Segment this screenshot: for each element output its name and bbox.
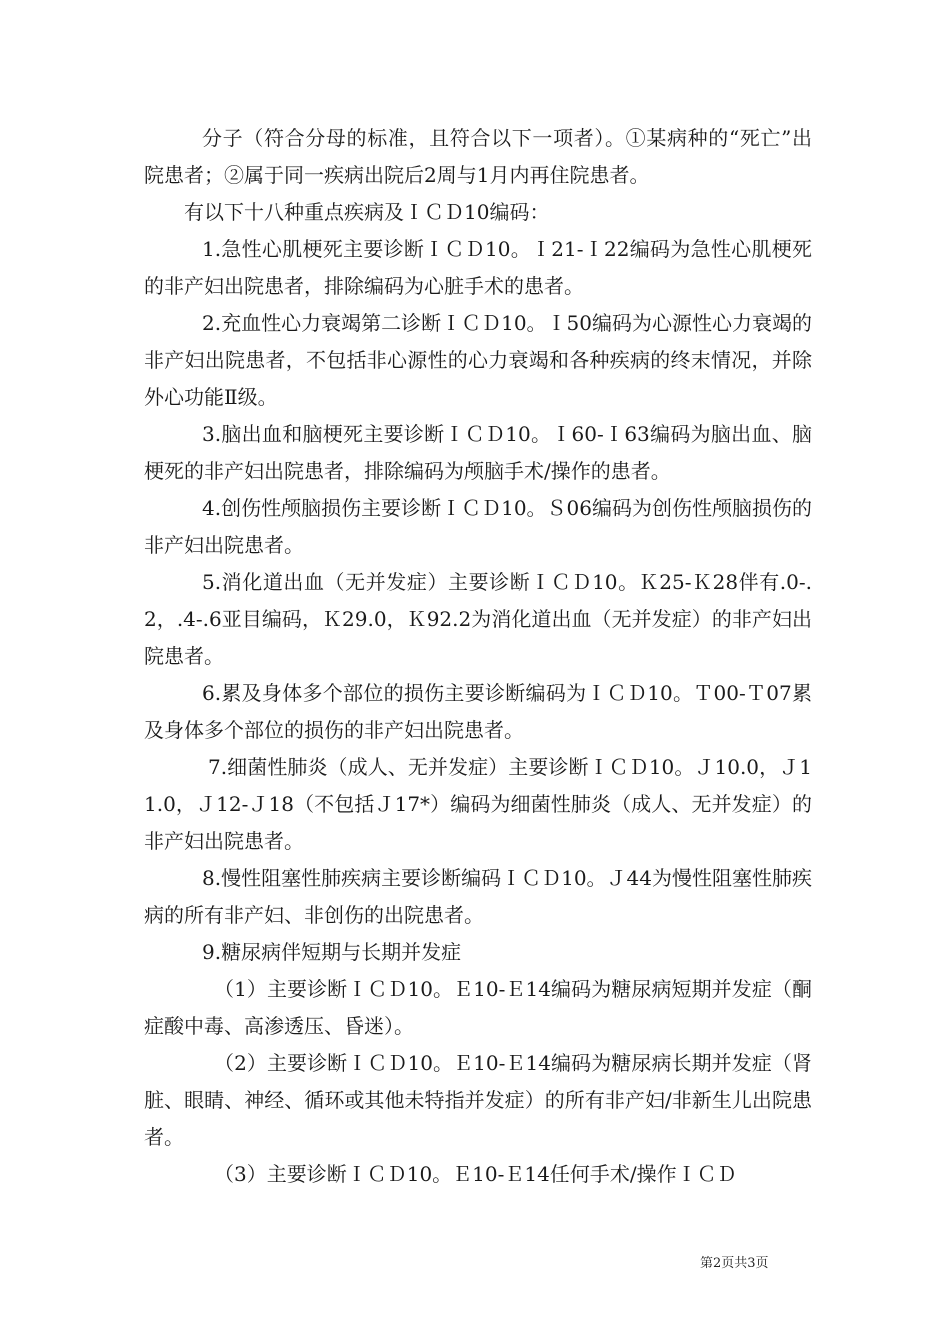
paragraph-intro: 有以下十八种重点疾病及ＩＣＤ10编码： <box>184 200 550 224</box>
paragraph-item-9-3: （3）主要诊断ＩＣＤ10。Ｅ10-Ｅ14任何手术/操作ＩＣＤ <box>214 1162 737 1186</box>
paragraph-item-9: 9.糖尿病伴短期与长期并发症 <box>202 940 462 964</box>
paragraph-item-5: 5.消化道出血（无并发症）主要诊断ＩＣＤ10。Ｋ25-Ｋ28伴有.0-.2，.4-.6亚目编码，Ｋ29.0，Ｋ92.2为消化道出血（无并发症）的非产妇出院患者。 <box>144 570 812 668</box>
page-number-footer: 第2页共3页 <box>700 1256 769 1271</box>
paragraph-item-1: 1.急性心肌梗死主要诊断ＩＣＤ10。Ｉ21-Ｉ22编码为急性心肌梗死的非产妇出院患者，排除编码为心脏手术的患者。 <box>144 237 812 298</box>
document-body <box>144 120 812 1193</box>
paragraph-numerator: 分子（符合分母的标准，且符合以下一项者）。①某病种的“死亡”出院患者；②属于同一疾病出院后2周与1月内再住院患者。 <box>144 126 812 187</box>
paragraph-item-8: 8.慢性阻塞性肺疾病主要诊断编码ＩＣＤ10。Ｊ44为慢性阻塞性肺疾病的所有非产妇、非创伤的出院患者。 <box>144 866 812 927</box>
paragraph-item-4: 4.创伤性颅脑损伤主要诊断ＩＣＤ10。Ｓ06编码为创伤性颅脑损伤的非产妇出院患者。 <box>144 496 812 557</box>
paragraph-item-3: 3.脑出血和脑梗死主要诊断ＩＣＤ10。Ｉ60-Ｉ63编码为脑出血、脑梗死的非产妇出院患者，排除编码为颅脑手术/操作的患者。 <box>144 422 812 483</box>
paragraph-item-7: 7.细菌性肺炎（成人、无并发症）主要诊断ＩＣＤ10。Ｊ10.0，Ｊ11.0，Ｊ12-Ｊ18（不包括Ｊ17*）编码为细菌性肺炎（成人、无并发症）的非产妇出院患者。 <box>144 755 812 853</box>
paragraph-item-9-2: （2）主要诊断ＩＣＤ10。Ｅ10-Ｅ14编码为糖尿病长期并发症（肾脏、眼睛、神经、循环或其他未特指并发症）的所有非产妇/非新生儿出院患者。 <box>144 1051 812 1149</box>
paragraph-item-2: 2.充血性心力衰竭第二诊断ＩＣＤ10。Ｉ50编码为心源性心力衰竭的非产妇出院患者，不包括非心源性的心力衰竭和各种疾病的终末情况，并除外心功能Ⅱ级。 <box>144 311 812 409</box>
paragraph-item-9-1: （1）主要诊断ＩＣＤ10。Ｅ10-Ｅ14编码为糖尿病短期并发症（酮症酸中毒、高渗透压、昏迷）。 <box>144 977 812 1038</box>
paragraph-item-6: 6.累及身体多个部位的损伤主要诊断编码为ＩＣＤ10。Ｔ00-Ｔ07累及身体多个部位的损伤的非产妇出院患者。 <box>144 681 812 742</box>
